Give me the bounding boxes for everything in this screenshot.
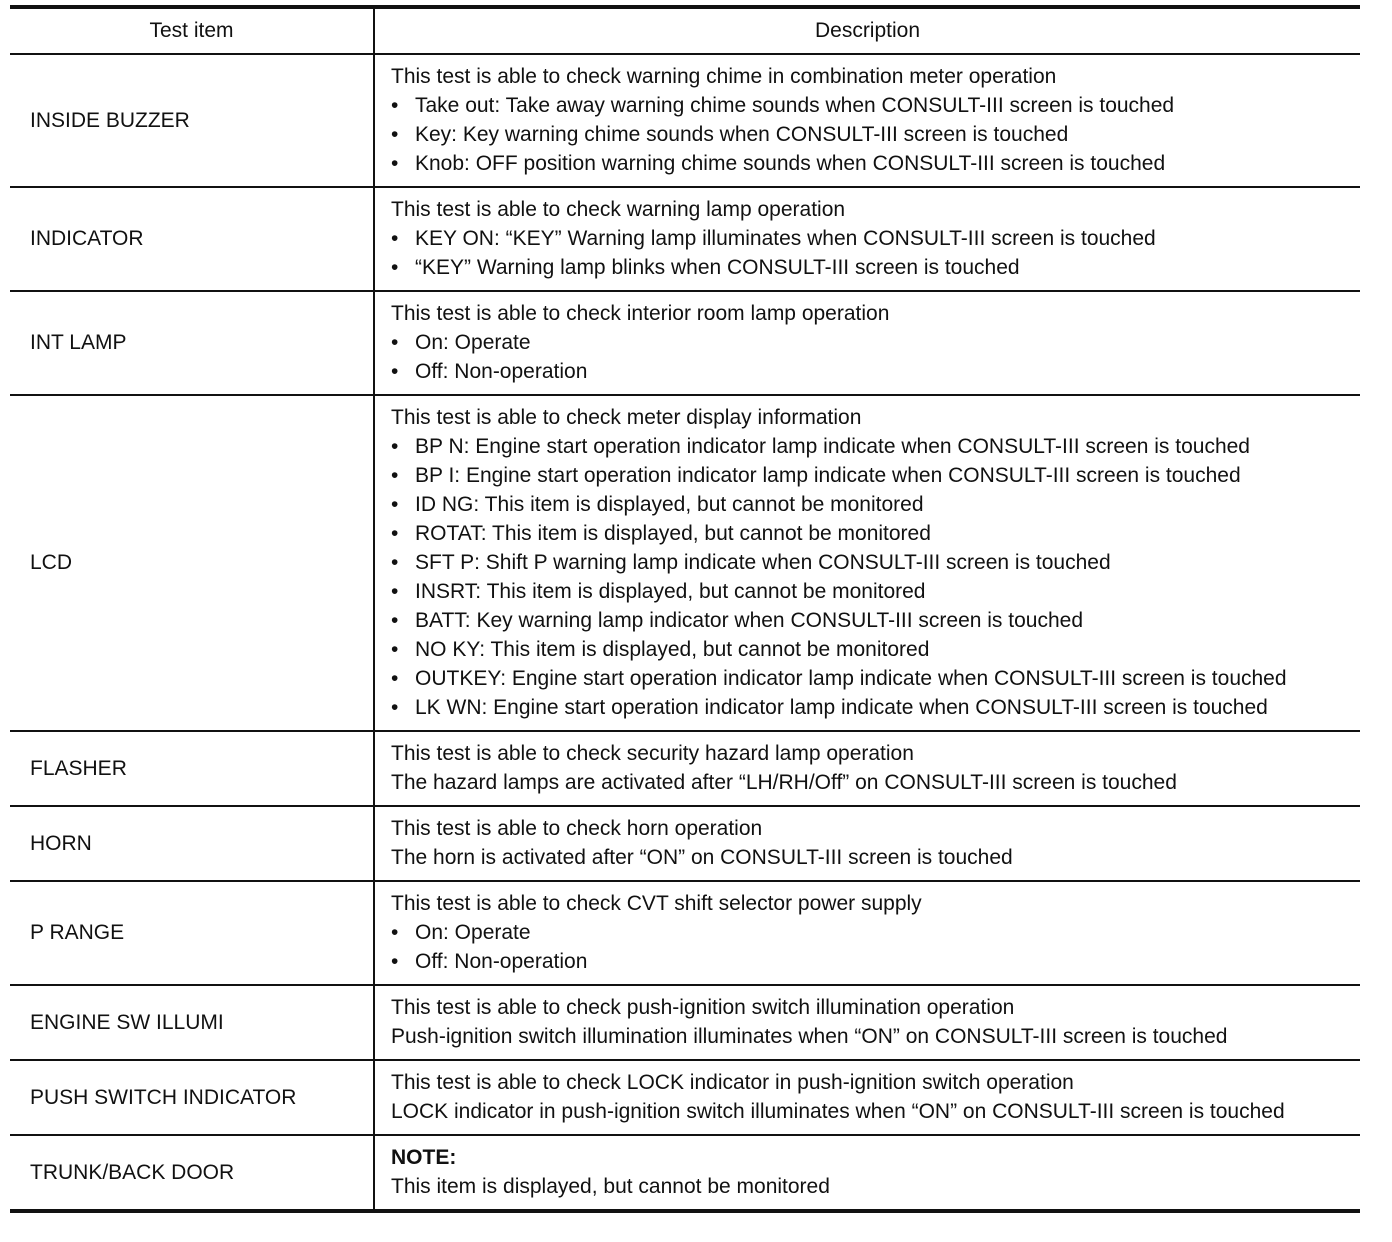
test-item-name: INDICATOR bbox=[10, 187, 374, 291]
description-cell bbox=[374, 54, 1360, 187]
table-row bbox=[10, 881, 1360, 985]
table-row bbox=[10, 187, 1360, 291]
table-header-row bbox=[10, 7, 1360, 54]
test-item-table bbox=[10, 5, 1360, 1213]
description-detail: The horn is activated after “ON” on CONSULT-III screen is touched bbox=[391, 846, 1013, 869]
table-row bbox=[10, 54, 1360, 187]
test-item-name: INT LAMP bbox=[10, 291, 374, 395]
description-intro: This test is able to check CVT shift selector power supply bbox=[391, 892, 922, 915]
description-intro: This test is able to check push-ignition switch illumination operation bbox=[391, 996, 1015, 1019]
description-bullet: • SFT P: Shift P warning lamp indicate when CONSULT-III screen is touched bbox=[391, 548, 1360, 577]
test-item-name: PUSH SWITCH INDICATOR bbox=[10, 1060, 374, 1135]
table-row bbox=[10, 291, 1360, 395]
table-row bbox=[10, 1060, 1360, 1135]
description-bullet: • Knob: OFF position warning chime sounds when CONSULT-III screen is touched bbox=[391, 149, 1360, 178]
table-row bbox=[10, 806, 1360, 881]
test-item-name: FLASHER bbox=[10, 731, 374, 806]
table-row bbox=[10, 1135, 1360, 1211]
description-bullet: • KEY ON: “KEY” Warning lamp illuminates when CONSULT-III screen is touched bbox=[391, 224, 1360, 253]
description-intro: This test is able to check interior room lamp operation bbox=[391, 302, 890, 325]
description-intro: This test is able to check LOCK indicator in push-ignition switch operation bbox=[391, 1071, 1074, 1094]
description-bullet: • Off: Non-operation bbox=[391, 947, 1360, 976]
test-item-name: HORN bbox=[10, 806, 374, 881]
description-cell bbox=[374, 1135, 1360, 1211]
description-bullet: • BP I: Engine start operation indicator lamp indicate when CONSULT-III screen is touched bbox=[391, 461, 1360, 490]
description-bullet: • OUTKEY: Engine start operation indicator lamp indicate when CONSULT-III screen is touched bbox=[391, 664, 1360, 693]
description-cell bbox=[374, 395, 1360, 731]
test-item-name: INSIDE BUZZER bbox=[10, 54, 374, 187]
description-cell bbox=[374, 806, 1360, 881]
table-row bbox=[10, 731, 1360, 806]
description-bullet: • BATT: Key warning lamp indicator when CONSULT-III screen is touched bbox=[391, 606, 1360, 635]
description-cell bbox=[374, 731, 1360, 806]
test-item-name: LCD bbox=[10, 395, 374, 731]
description-intro: This test is able to check security hazard lamp operation bbox=[391, 742, 914, 765]
description-intro: This test is able to check horn operation bbox=[391, 817, 763, 840]
table-row bbox=[10, 985, 1360, 1060]
description-cell bbox=[374, 881, 1360, 985]
test-item-name: ENGINE SW ILLUMI bbox=[10, 985, 374, 1060]
description-bullet: • Take out: Take away warning chime sounds when CONSULT-III screen is touched bbox=[391, 91, 1360, 120]
description-intro: This test is able to check meter display information bbox=[391, 406, 862, 429]
description-bullet: • On: Operate bbox=[391, 918, 1360, 947]
description-detail: The hazard lamps are activated after “LH/RH/Off” on CONSULT-III screen is touched bbox=[391, 771, 1177, 794]
description-bullet: • ROTAT: This item is displayed, but cannot be monitored bbox=[391, 519, 1360, 548]
description-bullet: • INSRT: This item is displayed, but cannot be monitored bbox=[391, 577, 1360, 606]
description-detail: LOCK indicator in push-ignition switch illuminates when “ON” on CONSULT-III screen is touched bbox=[391, 1100, 1285, 1123]
description-bullet: • On: Operate bbox=[391, 328, 1360, 357]
description-bullet: • Off: Non-operation bbox=[391, 357, 1360, 386]
description-detail: This item is displayed, but cannot be monitored bbox=[391, 1175, 830, 1198]
description-bullet: • ID NG: This item is displayed, but cannot be monitored bbox=[391, 490, 1360, 519]
description-cell bbox=[374, 1060, 1360, 1135]
description-cell bbox=[374, 291, 1360, 395]
description-bullet: • BP N: Engine start operation indicator lamp indicate when CONSULT-III screen is touched bbox=[391, 432, 1360, 461]
note-label: NOTE: bbox=[391, 1146, 457, 1169]
description-bullet: • LK WN: Engine start operation indicator lamp indicate when CONSULT-III screen is touched bbox=[391, 693, 1360, 722]
description-cell bbox=[374, 985, 1360, 1060]
description-cell bbox=[374, 187, 1360, 291]
description-detail: Push-ignition switch illumination illuminates when “ON” on CONSULT-III screen is touched bbox=[391, 1025, 1228, 1048]
description-bullet: • Key: Key warning chime sounds when CONSULT-III screen is touched bbox=[391, 120, 1360, 149]
description-intro: This test is able to check warning lamp operation bbox=[391, 198, 846, 221]
test-item-name: P RANGE bbox=[10, 881, 374, 985]
description-bullet: • NO KY: This item is displayed, but cannot be monitored bbox=[391, 635, 1360, 664]
header-test-item: Test item bbox=[10, 7, 374, 54]
description-intro: This test is able to check warning chime in combination meter operation bbox=[391, 65, 1057, 88]
table-row bbox=[10, 395, 1360, 731]
header-description: Description bbox=[374, 7, 1360, 54]
test-item-name: TRUNK/BACK DOOR bbox=[10, 1135, 374, 1211]
description-bullet: • “KEY” Warning lamp blinks when CONSULT-III screen is touched bbox=[391, 253, 1360, 282]
